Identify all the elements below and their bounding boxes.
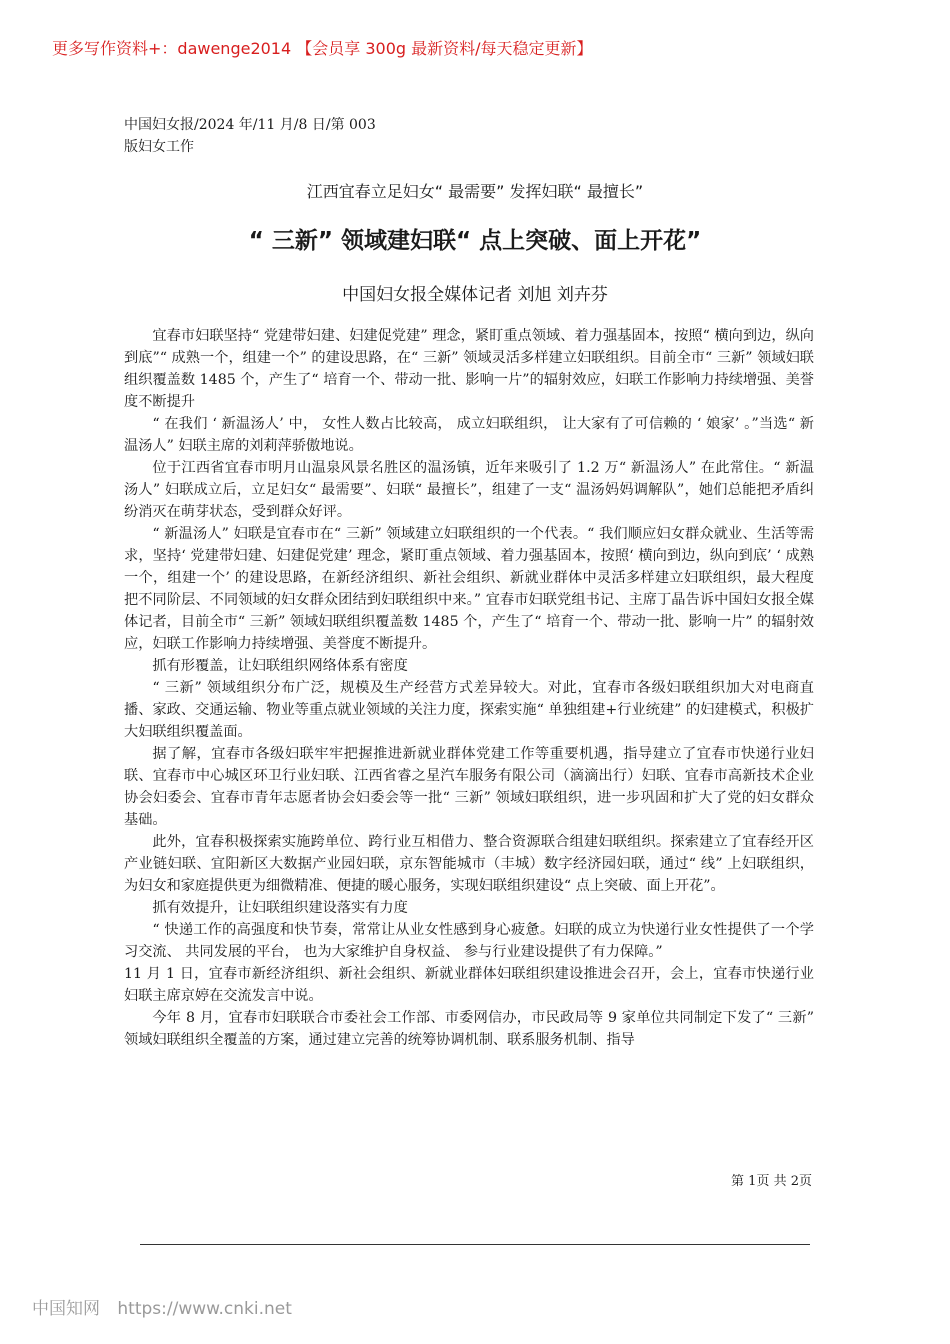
paragraph: 宜春市妇联坚持“ 党建带妇建、妇建促党建” 理念，紧盯重点领域、着力强基固本，按照“ 横向到边，纵向到底”“ 成熟一个，组建一个” 的建设思路，在“ 三新” 领域灵活多样建立妇联组织。目前全市“ 三新” 领域妇联组织覆盖数 1485 个，产生了“ 培育一个、带动一批、影响一片”的辐射效应，妇联工作影响力持续增强、美誉度不断提升 (124, 328, 814, 410)
paragraph: 此外，宜春积极探索实施跨单位、跨行业互相借力、整合资源联合组建妇联组织。探索建立了宜春经开区产业链妇联、宜阳新区大数据产业园妇联，京东智能城市（丰城）数字经济园妇联，通过“ 线” 上妇联组织，为妇女和家庭提供更为细微精准、便捷的暖心服务，实现妇联组织建设“ 点上突破、面上开花”。 (124, 834, 814, 894)
promo-banner: 更多写作资料+：dawenge2014 【会员享 300g 最新资料/每天稳定更新】 (52, 39, 593, 58)
source-line-1: 中国妇女报/2024 年/11 月/8 日/第 003 (124, 117, 376, 133)
paragraph: 位于江西省宜春市明月山温泉风景名胜区的温汤镇，近年来吸引了 1.2 万“ 新温汤人” 在此常住。“ 新温汤人” 妇联成立后，立足妇女“ 最需要”、妇联“ 最擅长”，组建了一支“ 温汤妈妈调解队”，她们总能把矛盾纠纷消灭在萌芽状态，受到群众好评。 (124, 460, 814, 520)
footer-watermark (32, 1294, 304, 1319)
paragraph: 今年 8 月，宜春市妇联联合市委社会工作部、市委网信办，市民政局等 9 家单位共同制定下发了“ 三新” 领域妇联组织全覆盖的方案，通过建立完善的统筹协调机制、联系服务机制、指导 (124, 1010, 814, 1048)
paragraph: “ 新温汤人” 妇联是宜春市在“ 三新” 领域建立妇联组织的一个代表。“ 我们顺应妇女群众就业、生活等需求，坚持‘ 党建带妇建、妇建促党建’ 理念，紧盯重点领域、着力强基固本，按照‘ 横向到边，纵向到底’ ‘ 成熟一个，组建一个’ 的建设思路，在新经济组织、新社会组织、新就业群体中灵活多样建立妇联组织，最大程度把不同阶层、不同领域的妇女群众团结到妇联组织中来。” 宜春市妇联党组书记、主席丁晶告诉中国妇女报全媒体记者，目前全市“ 三新” 领域妇联组织覆盖数 1485 个，产生了“ 培育一个、带动一批、影响一片” 的辐射效应，妇联工作影响力持续增强、美誉度不断提升。 (124, 526, 814, 652)
source-info (124, 114, 376, 158)
article-body (124, 325, 814, 1051)
article-title: “ 三新” 领域建妇联“ 点上突破、面上开花” (248, 228, 702, 254)
section-heading: 抓有效提升，让妇联组织建设落实有力度 (152, 900, 408, 916)
page-number: 第 1页 共 2页 (731, 1174, 812, 1189)
footer-divider (140, 1244, 810, 1245)
paragraph: 11 月 1 日，宜春市新经济组织、新社会组织、新就业群体妇联组织建设推进会召开，会上，宜春市快递行业妇联主席京婷在交流发言中说。 (124, 966, 814, 1004)
paragraph: “ 快递工作的高强度和快节奏，常常让从业女性感到身心疲惫。妇联的成立为快递行业女性提供了一个学习交流、 共同发展的平台， 也为大家维护自身权益、 参与行业建设提供了有力保障。” (124, 922, 814, 960)
cnki-url[interactable]: https://www.cnki.net (117, 1299, 292, 1319)
article-subtitle: 江西宜春立足妇女“ 最需要” 发挥妇联“ 最擅长” (306, 182, 644, 201)
paragraph: 据了解，宜春市各级妇联牢牢把握推进新就业群体党建工作等重要机遇，指导建立了宜春市快递行业妇联、宜春市中心城区环卫行业妇联、江西省睿之星汽车服务有限公司（滴滴出行）妇联、宜春市高新技术企业协会妇委会、宜春市青年志愿者协会妇委会等一批“ 三新” 领域妇联组织，进一步巩固和扩大了党的妇女群众基础。 (124, 746, 814, 828)
section-heading: 抓有形覆盖，让妇联组织网络体系有密度 (152, 658, 408, 674)
article-byline: 中国妇女报全媒体记者 刘旭 刘卉芬 (342, 285, 608, 305)
paragraph: “ 在我们 ‘ 新温汤人’ 中， 女性人数占比较高， 成立妇联组织， 让大家有了可信赖的 ‘ 娘家’ 。”当选“ 新温汤人” 妇联主席的刘莉萍骄傲地说。 (124, 416, 814, 454)
cnki-logo: 中国知网 (32, 1299, 100, 1319)
paragraph: “ 三新” 领域组织分布广泛，规模及生产经营方式差异较大。对此，宜春市各级妇联组织加大对电商直播、家政、交通运输、物业等重点就业领域的关注力度，探索实施“ 单独组建+行业统建” 的妇建模式，积极扩大妇联组织覆盖面。 (124, 680, 814, 740)
source-line-2: 版妇女工作 (124, 139, 194, 155)
